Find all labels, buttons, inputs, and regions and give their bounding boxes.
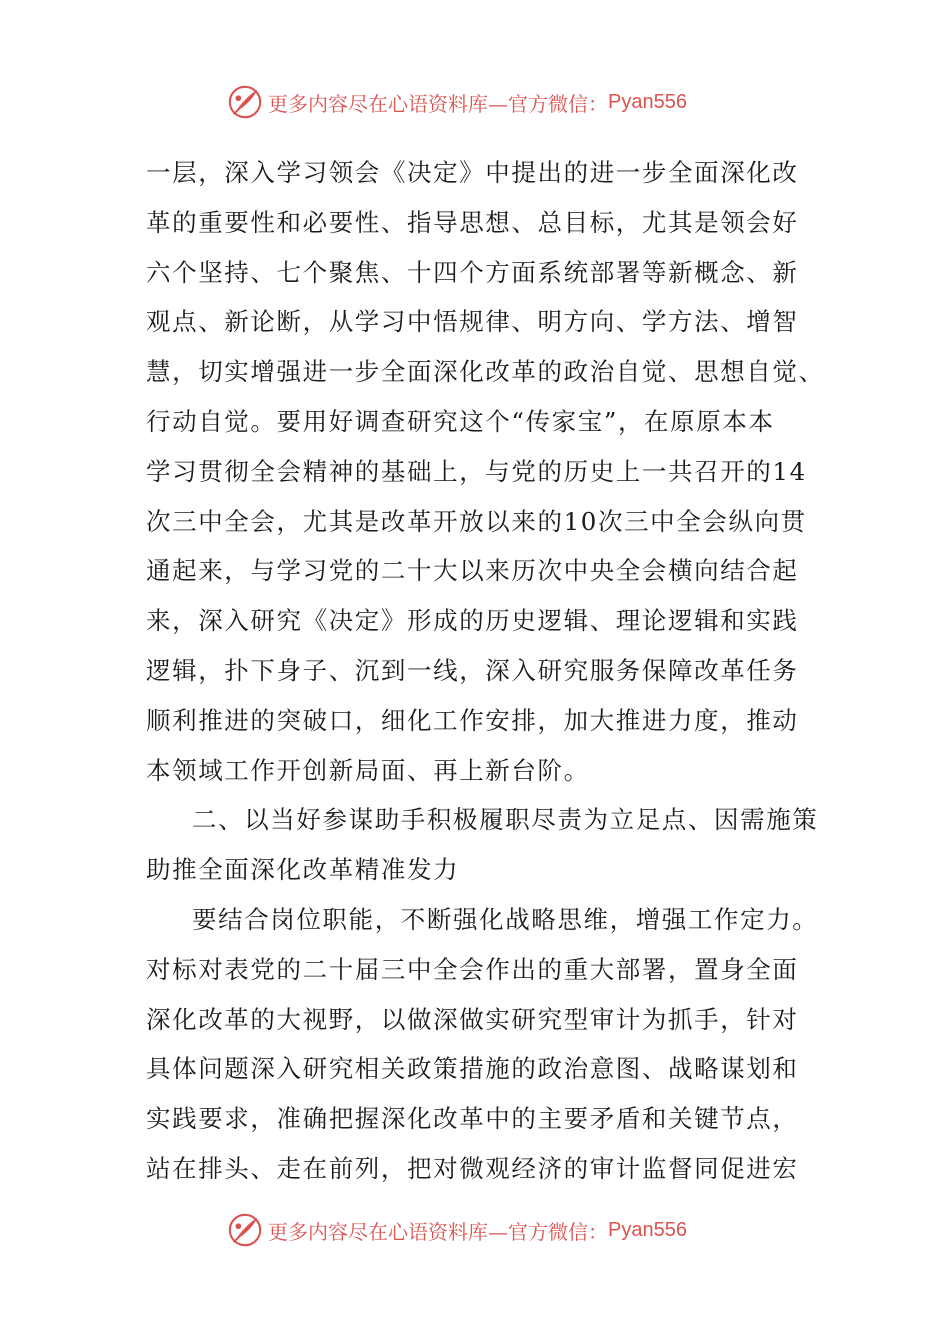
text-line: 站在排头、走在前列，把对微观经济的审计监督同促进宏 bbox=[146, 1153, 799, 1183]
text-line: 革的重要性和必要性、指导思想、总目标，尤其是领会好 bbox=[146, 207, 799, 237]
text-line: 具体问题深入研究相关政策措施的政治意图、战略谋划和 bbox=[146, 1054, 799, 1084]
text-line: 对标对表党的二十届三中全会作出的重大部署，置身全面 bbox=[146, 954, 799, 984]
text-line: 学习贯彻全会精神的基础上，与党的历史上一共召开的14 bbox=[146, 456, 807, 486]
text-line: 本领域工作开创新局面、再上新台阶。 bbox=[146, 755, 590, 785]
text-line: 顺利推进的突破口，细化工作安排，加大推进力度，推动 bbox=[146, 705, 799, 735]
footer-watermark bbox=[226, 1208, 746, 1252]
text-line: 一层，深入学习领会《决定》中提出的进一步全面深化改 bbox=[146, 158, 799, 187]
text-line: 慧，切实增强进一步全面深化改革的政治自觉、思想自觉、 bbox=[146, 357, 825, 387]
text-line: 深化改革的大视野，以做深做实研究型审计为抓手，针对 bbox=[146, 1004, 799, 1034]
text-line: 六个坚持、七个聚焦、十四个方面系统部署等新概念、新 bbox=[146, 257, 799, 287]
text-line: 实践要求，准确把握深化改革中的主要矛盾和关键节点， bbox=[146, 1104, 799, 1134]
quill-pen-logo-icon bbox=[226, 83, 264, 121]
text-line: 行动自觉。要用好调查研究这个“传家宝”，在原原本本 bbox=[146, 406, 775, 436]
text-line: 次三中全会，尤其是改革开放以来的10次三中全会纵向贯 bbox=[146, 506, 807, 536]
header-watermark bbox=[226, 80, 746, 124]
text-line: 逻辑，扑下身子、沉到一线，深入研究服务保障改革任务 bbox=[146, 655, 799, 685]
text-line: 观点、新论断，从学习中悟规律、明方向、学方法、增智 bbox=[146, 307, 799, 337]
watermark-site-text: 更多内容尽在心语资料库—官方微信： bbox=[268, 91, 608, 116]
document-body bbox=[146, 148, 825, 1194]
text-line: 来，深入研究《决定》形成的历史逻辑、理论逻辑和实践 bbox=[146, 606, 799, 636]
watermark-site-text: 更多内容尽在心语资料库—官方微信： bbox=[268, 1219, 608, 1244]
quill-pen-logo-icon bbox=[226, 1211, 264, 1249]
section-heading: 二、以当好参谋助手积极履职尽责为立足点、因需施策 bbox=[192, 805, 819, 835]
section-heading-continued: 助推全面深化改革精准发力 bbox=[146, 855, 460, 885]
text-line: 通起来，与学习党的二十大以来历次中央全会横向结合起 bbox=[146, 556, 799, 586]
watermark-wechat-id: Pyan556 bbox=[608, 90, 687, 113]
watermark-wechat-id: Pyan556 bbox=[608, 1218, 687, 1241]
paragraph-start-line: 要结合岗位职能，不断强化战略思维，增强工作定力。 bbox=[192, 904, 819, 934]
